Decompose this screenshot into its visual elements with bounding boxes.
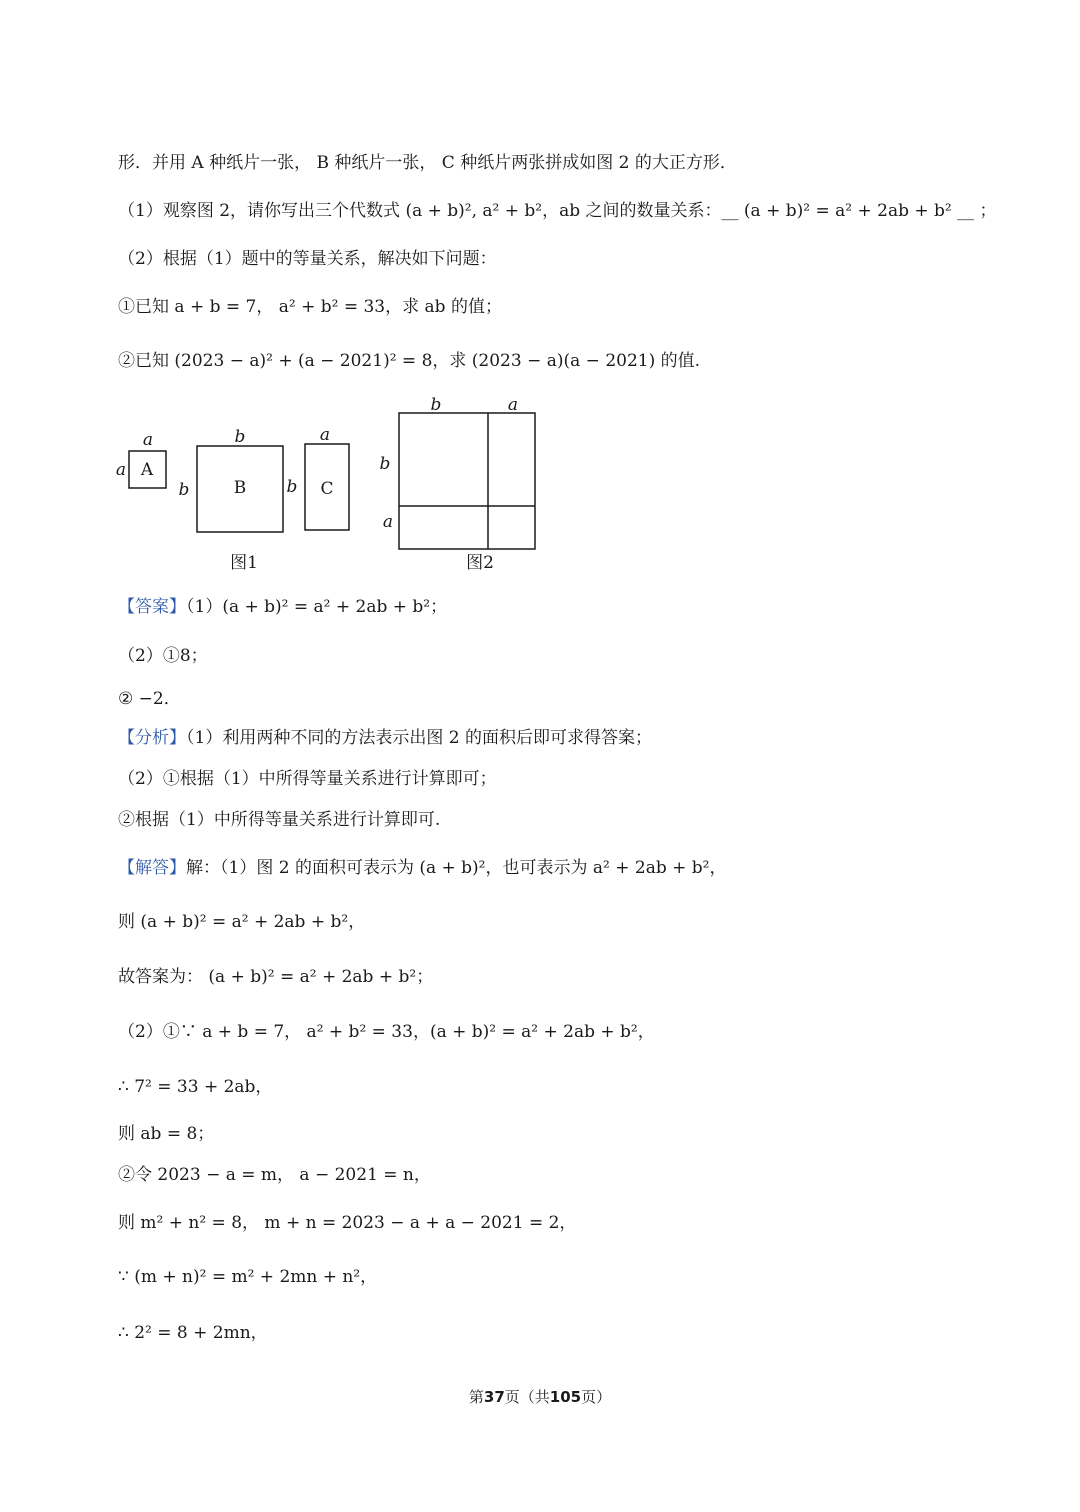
figure-2 bbox=[380, 395, 535, 573]
solution-text-1: 解：（1）图 2 的面积可表示为 (a + b)²，也可表示为 a² + 2ab + b²， bbox=[186, 858, 727, 878]
solution-line-9: ∵ (m + n)² = m² + 2mn + n²， bbox=[118, 1267, 378, 1287]
answer-line-1 bbox=[118, 596, 447, 618]
analysis-text-1: （1）利用两种不同的方法表示出图 2 的面积后即可求得答案； bbox=[186, 728, 652, 748]
rectangle-c-top-side: a bbox=[319, 425, 331, 445]
square-a-label: A bbox=[140, 460, 154, 480]
footer-page-number: 37 bbox=[483, 1388, 505, 1406]
figure-1-caption: 图1 bbox=[230, 553, 258, 573]
solution-line-3: 故答案为： (a + b)² = a² + 2ab + b²； bbox=[118, 967, 434, 987]
footer-prefix: 第 bbox=[468, 1388, 484, 1406]
solution-line-1 bbox=[118, 857, 726, 879]
solution-line-7: ②令 2023 − a = m， a − 2021 = n， bbox=[118, 1165, 431, 1185]
solution-tag: 【解答】 bbox=[118, 858, 186, 878]
footer-suffix: 页） bbox=[581, 1388, 612, 1406]
rectangle-c-label: C bbox=[320, 479, 334, 499]
figure-1 bbox=[116, 425, 349, 573]
answer-part-2b: ② −2． bbox=[118, 689, 181, 709]
figure-area bbox=[0, 0, 1080, 600]
analysis-line-3: ②根据（1）中所得等量关系进行计算即可. bbox=[118, 810, 441, 830]
solution-line-10: ∴ 2² = 8 + 2mn， bbox=[118, 1323, 268, 1343]
solution-line-4: （2）①∵ a + b = 7， a² + b² = 33，(a + b)² = a² + 2ab + b²， bbox=[118, 1022, 655, 1042]
analysis-line-2: （2）①根据（1）中所得等量关系进行计算即可； bbox=[118, 769, 497, 789]
left-side-b: b bbox=[379, 454, 391, 474]
square-a-left-side: a bbox=[115, 460, 127, 480]
figure-2-caption: 图2 bbox=[466, 553, 494, 573]
solution-line-6: 则 ab = 8； bbox=[118, 1124, 215, 1144]
solution-line-5: ∴ 7² = 33 + 2ab， bbox=[118, 1077, 273, 1097]
question-1: （1）观察图 2，请你写出三个代数式 (a + b)², a² + b²，ab 之间的数量关系：__ (a + b)² = a² + 2ab + b² __ ； bbox=[118, 201, 997, 221]
solution-line-8: 则 m² + n² = 8， m + n = 2023 − a + a − 2021 = 2， bbox=[118, 1213, 577, 1233]
square-b-left-side: b bbox=[178, 480, 190, 500]
answer-part-2a: （2）①8； bbox=[118, 646, 208, 666]
left-side-a: a bbox=[382, 512, 394, 532]
solution-line-2: 则 (a + b)² = a² + 2ab + b²， bbox=[118, 912, 366, 932]
answer-tag: 【答案】 bbox=[118, 597, 186, 617]
page-footer bbox=[0, 1386, 1080, 1407]
footer-total-pages: 105 bbox=[549, 1388, 582, 1406]
problem-line-0: 形．并用 A 种纸片一张， B 种纸片一张， C 种纸片两张拼成如图 2 的大正方形． bbox=[118, 153, 737, 173]
top-side-b: b bbox=[430, 395, 442, 415]
rectangle-c-left-side: b bbox=[286, 477, 298, 497]
big-square-shape bbox=[399, 413, 535, 549]
top-side-a: a bbox=[507, 395, 519, 415]
analysis-tag: 【分析】 bbox=[118, 728, 186, 748]
question-2: （2）根据（1）题中的等量关系，解决如下问题： bbox=[118, 249, 497, 269]
square-a-top-side: a bbox=[142, 430, 154, 450]
footer-middle: 页（共 bbox=[504, 1388, 550, 1406]
square-b-label: B bbox=[233, 478, 247, 498]
question-2-part-2: ②已知 (2023 − a)² + (a − 2021)² = 8，求 (2023 − a)(a − 2021) 的值. bbox=[118, 351, 701, 371]
square-b-top-side: b bbox=[234, 427, 246, 447]
answer-part-1: （1）(a + b)² = a² + 2ab + b²； bbox=[186, 597, 448, 617]
question-2-part-1: ①已知 a + b = 7， a² + b² = 33，求 ab 的值； bbox=[118, 297, 502, 317]
analysis-line-1 bbox=[118, 727, 652, 749]
